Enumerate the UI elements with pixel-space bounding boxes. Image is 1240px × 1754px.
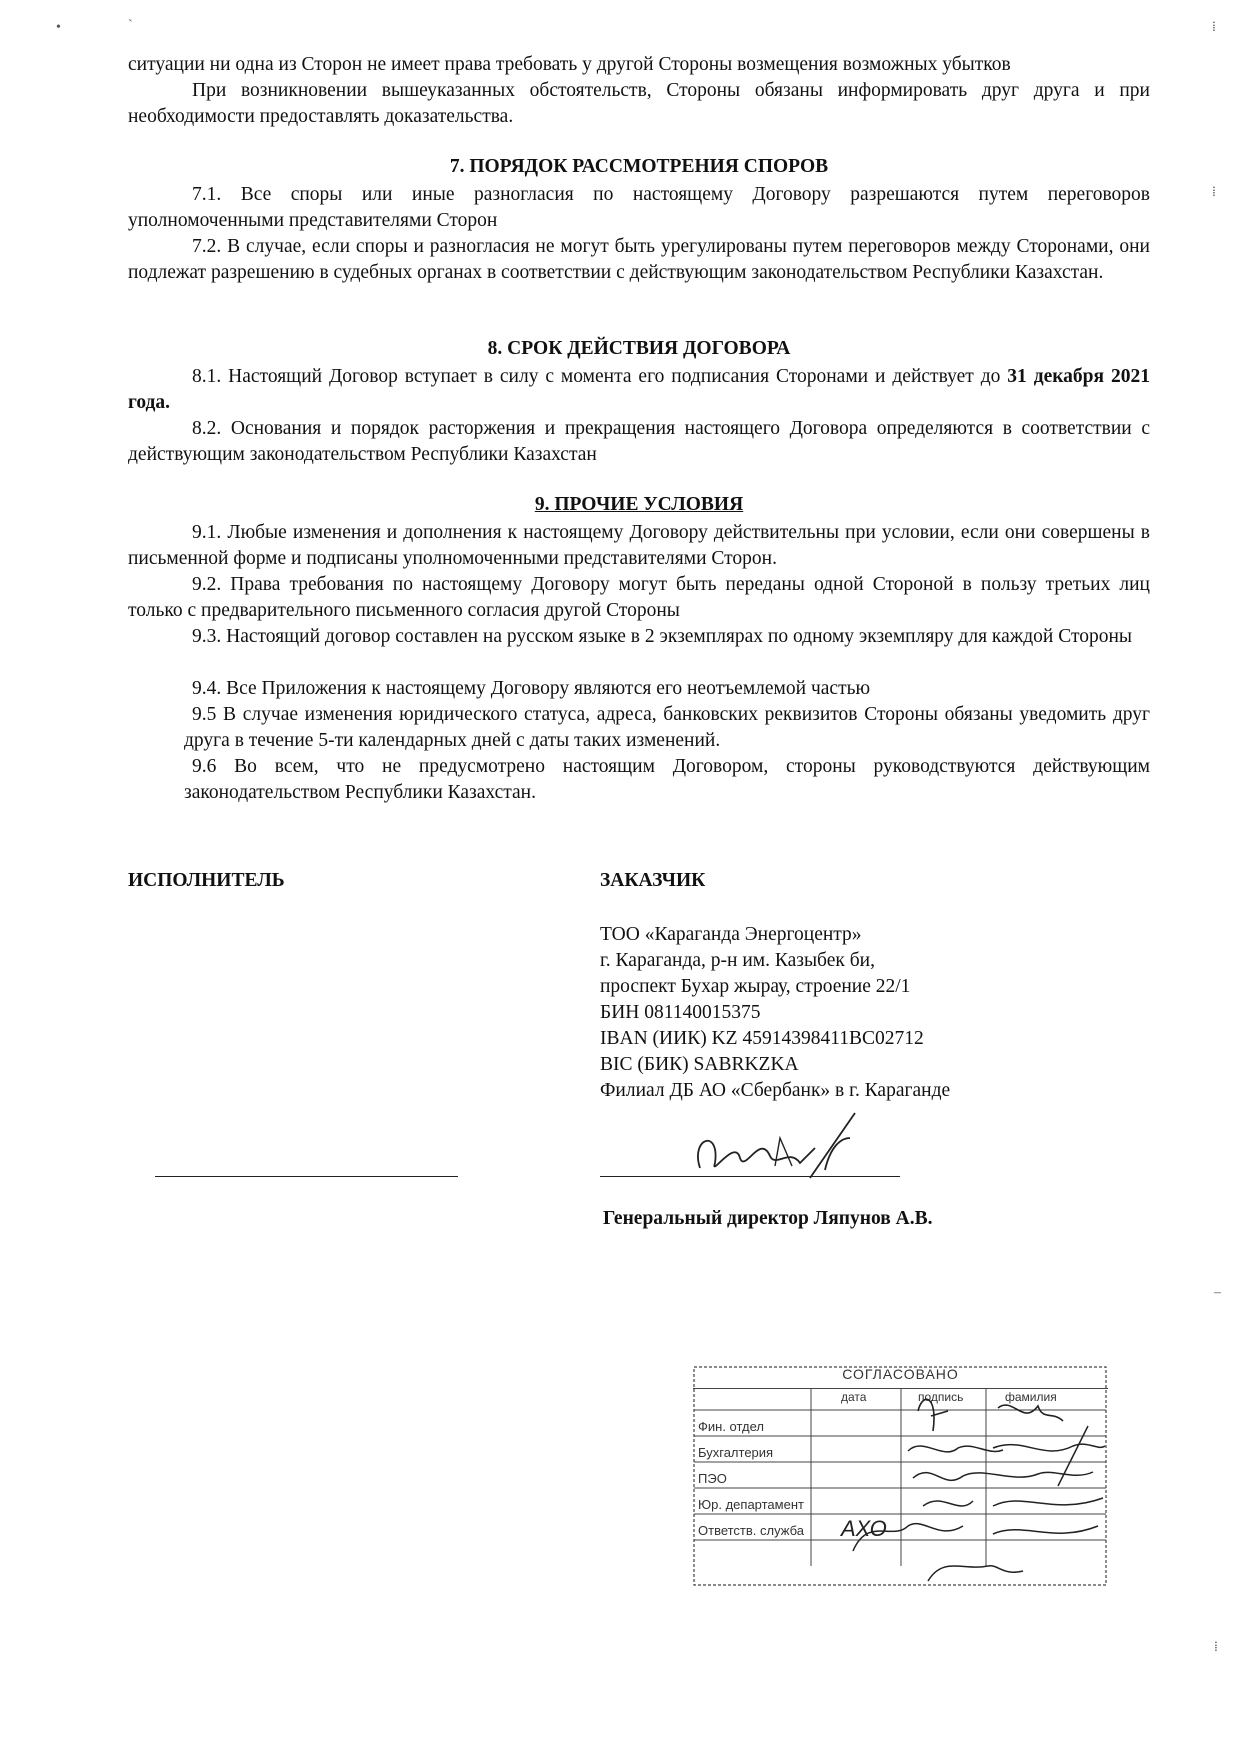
clause-8-1 <box>128 364 1150 416</box>
intro-paragraph: При возникновении вышеуказанных обстоятельств, Стороны обязаны информировать друг друга и при необходимости предоставлять доказательства. <box>128 80 1150 127</box>
clause-9-2: 9.2. Права требования по настоящему Договору могут быть переданы одной Стороной в пользу третьих лиц только с предварительного письменного согласия другой Стороны <box>128 574 1150 621</box>
clause-8-1-text: 8.1. Настоящий Договор вступает в силу с момента его подписания Сторонами и действует до <box>192 366 1001 387</box>
stamp-col-surname: фамилия <box>1005 1390 1057 1404</box>
director-signature <box>680 1108 880 1188</box>
clause-9-6: 9.6 Во всем, что не предусмотрено настоящим Договором, стороны руководствуются действующим законодательством Республики Казахстан. <box>184 756 1150 803</box>
clause-9-3: 9.3. Настоящий договор составлен на русском языке в 2 экземплярах по одному экземпляру для каждой Стороны <box>192 626 1132 647</box>
scan-speck: ` <box>128 18 133 33</box>
customer-iban: IBAN (ИИК) KZ 45914398411BC02712 <box>600 1028 924 1049</box>
stamp-row-resp: Ответств. служба <box>698 1523 804 1538</box>
clause-7-1: 7.1. Все споры или иные разногласия по настоящему Договору разрешаются путем переговоров уполномоченными представителями Сторон <box>128 184 1150 231</box>
stamp-row-fin: Фин. отдел <box>698 1419 764 1434</box>
customer-company: ТОО «Караганда Энергоцентр» <box>600 924 862 945</box>
approval-stamp <box>693 1366 1108 1586</box>
clause-7-2: 7.2. В случае, если споры и разногласия не могут быть урегулированы путем переговоров между Сторонами, они подлежат разрешению в судебных органах в соответствии с действующим законодательством Республики Казахстан. <box>128 236 1150 283</box>
intro-line: ситуации ни одна из Сторон не имеет права требовать у другой Стороны возмещения возможных убытков <box>128 54 1011 75</box>
stamp-col-date: дата <box>841 1390 867 1404</box>
customer-bank: Филиал ДБ АО «Сбербанк» в г. Караганде <box>600 1080 951 1101</box>
scan-artifact: ⁞ <box>1212 185 1216 200</box>
section-7-title: 7. ПОРЯДОК РАССМОТРЕНИЯ СПОРОВ <box>449 156 829 177</box>
customer-address-1: г. Караганда, р-н им. Казыбек би, <box>600 950 875 971</box>
executor-signature-line <box>155 1176 458 1177</box>
scan-artifact: – <box>1214 1285 1221 1300</box>
customer-address-2: проспект Бухар жырау, строение 22/1 <box>600 976 911 997</box>
stamp-row-peo: ПЭО <box>698 1471 727 1486</box>
section-8-title: 8. СРОК ДЕЙСТВИЯ ДОГОВОРА <box>487 338 791 359</box>
customer-bic: BIC (БИК) SABRKZKA <box>600 1054 799 1075</box>
director-name: Генеральный директор Ляпунов А.В. <box>603 1208 933 1229</box>
scan-artifact: ⁞ <box>1212 20 1216 35</box>
customer-details <box>600 922 950 1104</box>
stamp-row-legal: Юр. департамент <box>698 1497 804 1512</box>
clause-8-1-date: 31 декабря 2021 года. <box>128 366 1150 413</box>
stamp-row-accounting: Бухгалтерия <box>698 1445 774 1460</box>
clause-9-4: 9.4. Все Приложения к настоящему Договору являются его неотъемлемой частью <box>192 678 871 699</box>
scan-speck: • <box>56 20 61 35</box>
clause-9-5: 9.5 В случае изменения юридического статуса, адреса, банковских реквизитов Стороны обязаны уведомить друг друга в течение 5-ти календарных дней с даты таких изменений. <box>184 704 1150 751</box>
executor-label: ИСПОЛНИТЕЛЬ <box>128 870 285 891</box>
clause-9-1: 9.1. Любые изменения и дополнения к настоящему Договору действительны при условии, если они совершены в письменной форме и подписаны уполномоченными представителями Сторон. <box>128 522 1150 569</box>
clause-8-2: 8.2. Основания и порядок расторжения и прекращения настоящего Договора определяются в соответствии с действующим законодательством Республики Казахстан <box>128 418 1150 465</box>
customer-bin: БИН 081140015375 <box>600 1002 761 1023</box>
stamp-handwritten-signatures <box>693 1366 1108 1586</box>
customer-label: ЗАКАЗЧИК <box>600 870 706 891</box>
stamp-title: СОГЛАСОВАНО <box>693 1366 1108 1389</box>
stamp-resp-mark: АХО <box>841 1516 887 1541</box>
section-9-title: 9. ПРОЧИЕ УСЛОВИЯ <box>534 494 744 515</box>
stamp-col-signature: подпись <box>918 1390 964 1404</box>
scan-artifact: ⁞ <box>1214 1640 1218 1655</box>
